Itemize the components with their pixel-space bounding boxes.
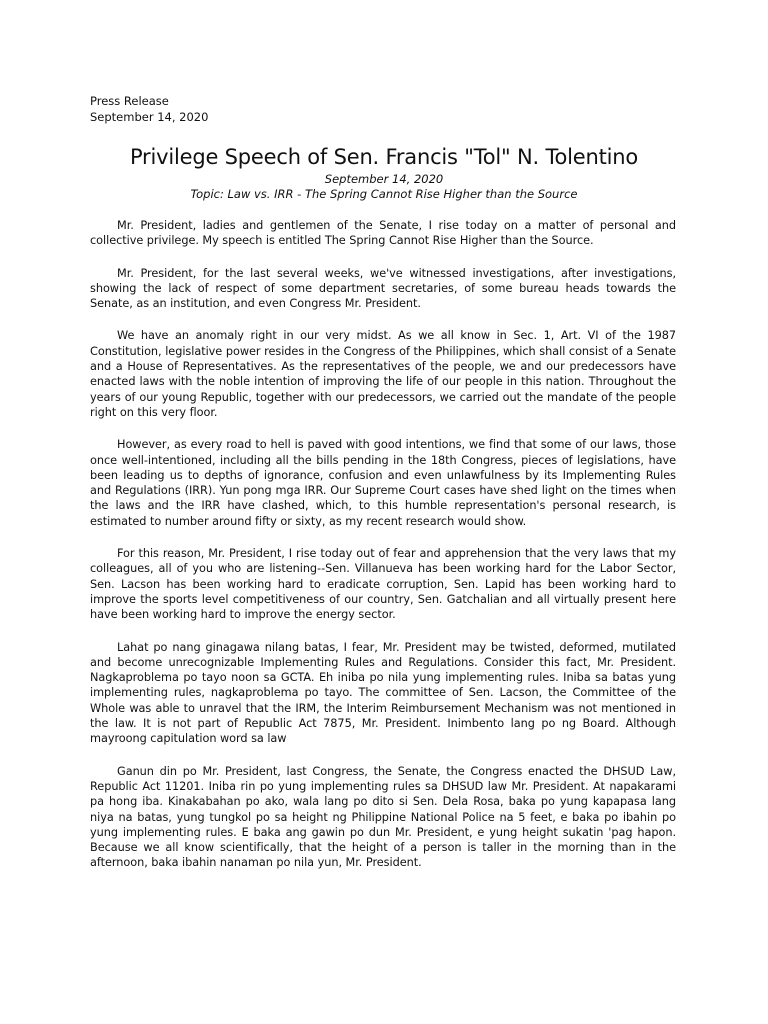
speech-topic: Topic: Law vs. IRR - The Spring Cannot Rise Higher than the Source — [190, 187, 578, 201]
paragraph: Mr. President, for the last several weeks, we've witnessed investigations, after investigations, showing the lack of respect of some department secretaries, of some bureau heads towards the Senate, as an institution, and even Congress Mr. President. — [90, 266, 676, 311]
speech-body — [90, 218, 676, 888]
paragraph: However, as every road to hell is paved with good intentions, we find that some of our laws, those once well-intentioned, including all the bills pending in the 18th Congress, pieces of legislations, have been leading us to depths of ignorance, confusion and even unlawfulness by its Implementing Rules and Regulations (IRR). Yun pong mga IRR. Our Supreme Court cases have shed light on the times when the laws and the IRR have clashed, which, to this humble representation's personal research, is estimated to number around fifty or sixty, as my recent research would show. — [90, 438, 676, 528]
press-release-date: September 14, 2020 — [90, 109, 209, 124]
paragraph: Mr. President, ladies and gentlemen of the Senate, I rise today on a matter of personal and collective privilege. My speech is entitled The Spring Cannot Rise Higher than the Source. — [90, 219, 676, 248]
speech-date: September 14, 2020 — [324, 172, 444, 186]
document-title: Privilege Speech of Sen. Francis "Tol" N. Tolentino — [129, 145, 639, 169]
paragraph: We have an anomaly right in our very midst. As we all know in Sec. 1, Art. VI of the 1987 Constitution, legislative power resides in the Congress of the Philippines, which shall consist of a Senate and a House of Representatives. As the representatives of the people, we and our predecessors have enacted laws with the noble intention of improving the life of our people in this nation. Throughout the years of our young Republic, together with our predecessors, we carried out the mandate of the people right on this very floor. — [90, 329, 676, 419]
paragraph: Lahat po nang ginagawa nilang batas, I fear, Mr. President may be twisted, deformed, mutilated and become unrecognizable Implementing Rules and Regulations. Consider this fact, Mr. President. Nagkaproblema po tayo noon sa GCTA. Eh iniba po nila yung implementing rules. Iniba sa batas yung implementing rules, nagkaproblema po tayo. The committee of Sen. Lacson, the Committee of the Whole was able to unravel that the IRM, the Interim Reimbursement Mechanism was not mentioned in the law. It is not part of Republic Act 7875, Mr. President. Inimbento lang po ng Board. Although mayroong capitulation word sa law — [90, 640, 676, 746]
paragraph: Ganun din po Mr. President, last Congress, the Senate, the Congress enacted the DHSUD Law, Republic Act 11201. Iniba rin po yung implementing rules sa DHSUD law Mr. President. At napakarami pa hong iba. Kinakabahan po ako, wala lang po dito si Sen. Dela Rosa, baka po yung kapapasa lang niya na batas, yung tungkol po sa height ng Philippine National Police na 5 feet, e baka po ibahin po yung implementing rules. E baka ang gawin po dun Mr. President, e yung height sukatin 'pag hapon. Because we all know scientifically, that the height of a person is taller in the morning than in the afternoon, baka ibahin nanaman po nila yun, Mr. President. — [90, 764, 676, 870]
press-release-label: Press Release — [90, 94, 169, 108]
paragraph: For this reason, Mr. President, I rise today out of fear and apprehension that the very laws that my colleagues, all of you who are listening--Sen. Villanueva has been working hard for the Labor Sector, Sen. Lacson has been working hard to eradicate corruption, Sen. Lapid has been working hard to improve the sports level competitiveness of our country, Sen. Gatchalian and all virtually present here have been working hard to improve the energy sector. — [90, 547, 676, 622]
press-release-header — [90, 94, 208, 125]
